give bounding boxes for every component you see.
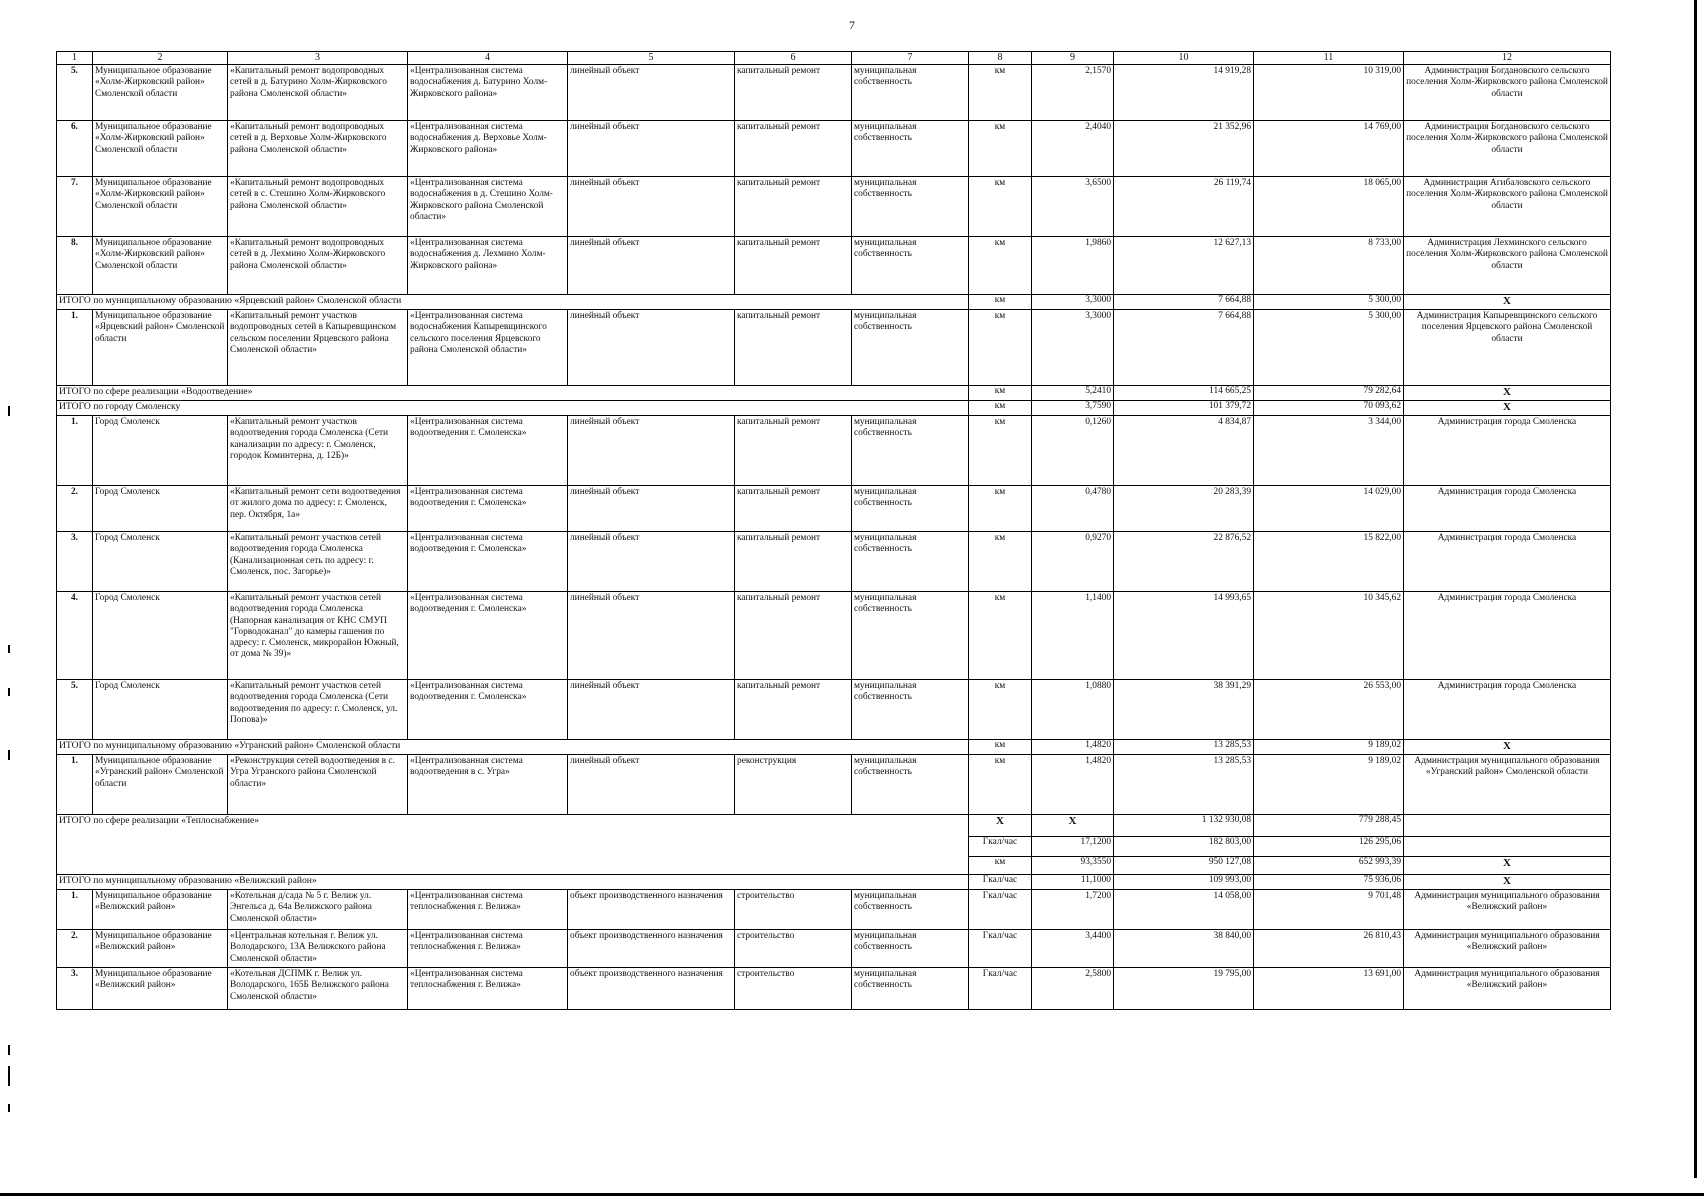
cell-capacity: 3,4400	[1032, 930, 1114, 968]
cell-funding: 9 189,02	[1254, 755, 1404, 815]
cell-object-type: линейный объект	[568, 121, 735, 177]
table-row	[57, 680, 1611, 740]
cell-object-name: «Капитальный ремонт водопроводных сетей в с. Стешино Холм-Жирковского района Смоленской области»	[228, 177, 408, 237]
header-cell: 11	[1254, 52, 1404, 65]
cell-funding: 15 822,00	[1254, 532, 1404, 592]
cell-ownership: муниципальная собственность	[852, 532, 969, 592]
cell-capacity: 1,0880	[1032, 680, 1114, 740]
total-funding: 5 300,00	[1254, 295, 1404, 310]
cell-responsible-body: Администрация муниципального образования «Велижский район»	[1404, 930, 1611, 968]
cell-capacity: 2,1570	[1032, 65, 1114, 121]
total-label: ИТОГО по сфере реализации «Водоотведение»	[57, 386, 969, 401]
cell-work-type: капитальный ремонт	[735, 177, 852, 237]
cell-capacity: 3,3000	[1032, 310, 1114, 386]
cell-responsible-body: Администрация города Смоленска	[1404, 680, 1611, 740]
cell-capacity: 0,1260	[1032, 416, 1114, 486]
cell-object-name: «Капитальный ремонт участков сетей водоотведения города Смоленска (Канализационная сеть по адресу: г. Смоленск, пос. Загорье)»	[228, 532, 408, 592]
cell-ownership: муниципальная собственность	[852, 121, 969, 177]
total-funding: 70 093,62	[1254, 401, 1404, 416]
cell-ownership: муниципальная собственность	[852, 177, 969, 237]
cell-object-name: «Центральная котельная г. Велиж ул. Володарского, 13А Велижского района Смоленской области»	[228, 930, 408, 968]
total-cost: 101 379,72	[1114, 401, 1254, 416]
cell-work-type: строительство	[735, 968, 852, 1010]
header-cell: 8	[969, 52, 1032, 65]
cell-row-number: 5.	[57, 65, 93, 121]
cell-unit: км	[969, 237, 1032, 295]
margin-tick-mark	[8, 750, 10, 760]
investment-program-table	[56, 51, 1611, 1010]
total-unit: км	[969, 857, 1032, 875]
table-row	[57, 592, 1611, 680]
cell-responsible-body: Администрация муниципального образования «Велижский район»	[1404, 890, 1611, 930]
table-row	[57, 968, 1611, 1010]
cell-system-name: «Централизованная система водоотведения г. Смоленска»	[408, 486, 568, 532]
margin-tick-mark	[8, 1066, 10, 1086]
total-row	[57, 386, 1611, 401]
cell-object-name: «Капитальный ремонт водопроводных сетей в д. Батурино Холм-Жирковского района Смоленской области»	[228, 65, 408, 121]
cell-row-number: 2.	[57, 930, 93, 968]
cell-system-name: «Централизованная система водоотведения г. Смоленска»	[408, 416, 568, 486]
cell-object-type: объект производственного назначения	[568, 930, 735, 968]
cell-system-name: «Централизованная система водоснабжения д. Лехмино Холм-Жирковского района»	[408, 237, 568, 295]
total-cost: 114 665,25	[1114, 386, 1254, 401]
cell-capacity: 1,1400	[1032, 592, 1114, 680]
cell-funding: 9 701,48	[1254, 890, 1404, 930]
cell-capacity: 3,6500	[1032, 177, 1114, 237]
total-row	[57, 740, 1611, 755]
cell-unit: км	[969, 532, 1032, 592]
cell-row-number: 1.	[57, 416, 93, 486]
cell-capacity: 1,4820	[1032, 755, 1114, 815]
cell-row-number: 2.	[57, 486, 93, 532]
cell-funding: 14 029,00	[1254, 486, 1404, 532]
total-cost: 7 664,88	[1114, 295, 1254, 310]
header-cell: 2	[93, 52, 228, 65]
cell-ownership: муниципальная собственность	[852, 310, 969, 386]
cell-object-name: «Капитальный ремонт водопроводных сетей в д. Верховье Холм-Жирковского района Смоленской области»	[228, 121, 408, 177]
cell-object-type: линейный объект	[568, 592, 735, 680]
cell-object-type: объект производственного назначения	[568, 968, 735, 1010]
scan-edge-right	[1694, 0, 1697, 1178]
cell-object-type: линейный объект	[568, 310, 735, 386]
cell-object-type: объект производственного назначения	[568, 890, 735, 930]
cell-municipality: Город Смоленск	[93, 416, 228, 486]
total-funding: 652 993,39	[1254, 857, 1404, 875]
header-cell: 12	[1404, 52, 1611, 65]
cell-unit: Гкал/час	[969, 968, 1032, 1010]
cell-object-type: линейный объект	[568, 65, 735, 121]
page-number: 7	[849, 18, 855, 32]
cell-municipality: Муниципальное образование «Велижский район»	[93, 930, 228, 968]
cell-funding: 13 691,00	[1254, 968, 1404, 1010]
cell-capacity: 1,7200	[1032, 890, 1114, 930]
cell-system-name: «Централизованная система водоотведения в с. Угра»	[408, 755, 568, 815]
cell-responsible-body: Администрация Агибаловского сельского поселения Холм-Жирковского района Смоленской области	[1404, 177, 1611, 237]
cell-work-type: капитальный ремонт	[735, 592, 852, 680]
total-unit: км	[969, 401, 1032, 416]
cell-unit: км	[969, 65, 1032, 121]
total-responsible: X	[1404, 857, 1611, 875]
total-funding: 126 295,06	[1254, 837, 1404, 857]
cell-work-type: строительство	[735, 890, 852, 930]
cell-unit: км	[969, 177, 1032, 237]
cell-responsible-body: Администрация Лехминского сельского поселения Холм-Жирковского района Смоленской области	[1404, 237, 1611, 295]
total-row	[57, 295, 1611, 310]
table-row	[57, 890, 1611, 930]
margin-tick-mark	[8, 1104, 10, 1112]
header-cell: 10	[1114, 52, 1254, 65]
cell-total-cost: 19 795,00	[1114, 968, 1254, 1010]
total-capacity: 3,3000	[1032, 295, 1114, 310]
investment-program-table-container	[56, 51, 1610, 1010]
total-cost: 950 127,08	[1114, 857, 1254, 875]
cell-unit: км	[969, 755, 1032, 815]
cell-responsible-body: Администрация города Смоленска	[1404, 532, 1611, 592]
cell-work-type: строительство	[735, 930, 852, 968]
cell-municipality: Муниципальное образование «Велижский район»	[93, 890, 228, 930]
cell-funding: 26 553,00	[1254, 680, 1404, 740]
total-label: ИТОГО по сфере реализации «Теплоснабжение»	[57, 815, 969, 875]
cell-ownership: муниципальная собственность	[852, 680, 969, 740]
cell-row-number: 8.	[57, 237, 93, 295]
cell-unit: км	[969, 121, 1032, 177]
cell-ownership: муниципальная собственность	[852, 930, 969, 968]
header-cell: 7	[852, 52, 969, 65]
cell-system-name: «Централизованная система водоснабжения д. Батурино Холм-Жирковского района»	[408, 65, 568, 121]
cell-responsible-body: Администрация Богдановского сельского поселения Холм-Жирковского района Смоленской области	[1404, 65, 1611, 121]
total-funding: 9 189,02	[1254, 740, 1404, 755]
total-unit: км	[969, 295, 1032, 310]
total-row	[57, 401, 1611, 416]
total-responsible: X	[1404, 740, 1611, 755]
cell-municipality: Город Смоленск	[93, 486, 228, 532]
cell-total-cost: 20 283,39	[1114, 486, 1254, 532]
cell-system-name: «Централизованная система водоснабжения Капыревщинского сельского поселения Ярцевского района Смоленской области»	[408, 310, 568, 386]
cell-unit: км	[969, 592, 1032, 680]
cell-object-type: линейный объект	[568, 177, 735, 237]
cell-ownership: муниципальная собственность	[852, 592, 969, 680]
cell-work-type: капитальный ремонт	[735, 237, 852, 295]
total-unit: Гкал/час	[969, 837, 1032, 857]
total-cost: 13 285,53	[1114, 740, 1254, 755]
cell-row-number: 4.	[57, 592, 93, 680]
cell-system-name: «Централизованная система водоотведения г. Смоленска»	[408, 592, 568, 680]
cell-ownership: муниципальная собственность	[852, 416, 969, 486]
cell-unit: Гкал/час	[969, 890, 1032, 930]
cell-total-cost: 4 834,87	[1114, 416, 1254, 486]
cell-municipality: Муниципальное образование «Холм-Жирковский район» Смоленской области	[93, 121, 228, 177]
total-cost: 1 132 930,08	[1114, 815, 1254, 837]
cell-work-type: капитальный ремонт	[735, 416, 852, 486]
cell-responsible-body: Администрация муниципального образования «Велижский район»	[1404, 968, 1611, 1010]
cell-object-type: линейный объект	[568, 486, 735, 532]
cell-capacity: 0,9270	[1032, 532, 1114, 592]
total-unit: км	[969, 386, 1032, 401]
cell-funding: 5 300,00	[1254, 310, 1404, 386]
total-funding: 79 282,64	[1254, 386, 1404, 401]
cell-object-type: линейный объект	[568, 237, 735, 295]
cell-municipality: Муниципальное образование «Ярцевский район» Смоленской области	[93, 310, 228, 386]
cell-total-cost: 22 876,52	[1114, 532, 1254, 592]
table-row	[57, 532, 1611, 592]
total-capacity: 93,3550	[1032, 857, 1114, 875]
header-cell: 4	[408, 52, 568, 65]
total-funding: 779 288,45	[1254, 815, 1404, 837]
cell-ownership: муниципальная собственность	[852, 237, 969, 295]
cell-unit: км	[969, 680, 1032, 740]
table-row	[57, 65, 1611, 121]
total-responsible: X	[1404, 386, 1611, 401]
table-row	[57, 310, 1611, 386]
cell-municipality: Муниципальное образование «Холм-Жирковский район» Смоленской области	[93, 177, 228, 237]
cell-responsible-body: Администрация Богдановского сельского поселения Холм-Жирковского района Смоленской области	[1404, 121, 1611, 177]
cell-object-name: «Капитальный ремонт участков водопроводных сетей в Капыревщинском сельском поселении Ярцевского района Смоленской области»	[228, 310, 408, 386]
cell-object-type: линейный объект	[568, 755, 735, 815]
margin-tick-mark	[8, 1045, 10, 1055]
cell-row-number: 3.	[57, 532, 93, 592]
total-capacity: 3,7590	[1032, 401, 1114, 416]
cell-ownership: муниципальная собственность	[852, 890, 969, 930]
cell-funding: 10 319,00	[1254, 65, 1404, 121]
total-label: ИТОГО по городу Смоленску	[57, 401, 969, 416]
cell-municipality: Город Смоленск	[93, 680, 228, 740]
cell-object-name: «Котельная ДСПМК г. Велиж ул. Володарского, 165Б Велижского района Смоленской области»	[228, 968, 408, 1010]
cell-object-name: «Капитальный ремонт участков сетей водоотведения города Смоленска (Напорная канализация от КНС СМУП "Горводоканал" до камеры гашения по адресу: г. Смоленск, микрорайон Южный, от дома № 39)»	[228, 592, 408, 680]
cell-ownership: муниципальная собственность	[852, 486, 969, 532]
header-cell: 1	[57, 52, 93, 65]
cell-total-cost: 38 840,00	[1114, 930, 1254, 968]
table-row	[57, 237, 1611, 295]
cell-object-type: линейный объект	[568, 532, 735, 592]
total-responsible: X	[1404, 401, 1611, 416]
cell-system-name: «Централизованная система водоснабжения д. Верховье Холм-Жирковского района»	[408, 121, 568, 177]
cell-work-type: капитальный ремонт	[735, 680, 852, 740]
cell-unit: км	[969, 486, 1032, 532]
cell-unit: Гкал/час	[969, 930, 1032, 968]
cell-object-name: «Капитальный ремонт сети водоотведения от жилого дома по адресу: г. Смоленск, пер. Октября, 1а»	[228, 486, 408, 532]
cell-object-type: линейный объект	[568, 680, 735, 740]
cell-municipality: Муниципальное образование «Холм-Жирковский район» Смоленской области	[93, 237, 228, 295]
total-capacity: 1,4820	[1032, 740, 1114, 755]
cell-object-name: «Капитальный ремонт участков сетей водоотведения города Смоленска (Сети водоотведения по адресу: г. Смоленск, ул. Попова)»	[228, 680, 408, 740]
total-capacity: 17,1200	[1032, 837, 1114, 857]
cell-capacity: 2,5800	[1032, 968, 1114, 1010]
cell-capacity: 1,9860	[1032, 237, 1114, 295]
total-capacity: 11,1000	[1032, 875, 1114, 890]
cell-funding: 26 810,43	[1254, 930, 1404, 968]
table-row	[57, 121, 1611, 177]
cell-total-cost: 26 119,74	[1114, 177, 1254, 237]
cell-responsible-body: Администрация города Смоленска	[1404, 486, 1611, 532]
cell-total-cost: 38 391,29	[1114, 680, 1254, 740]
cell-ownership: муниципальная собственность	[852, 755, 969, 815]
scan-edge-bottom	[0, 1193, 1704, 1196]
table-row	[57, 755, 1611, 815]
header-cell: 3	[228, 52, 408, 65]
total-responsible	[1404, 815, 1611, 837]
table-row	[57, 486, 1611, 532]
cell-municipality: Муниципальное образование «Холм-Жирковский район» Смоленской области	[93, 65, 228, 121]
cell-row-number: 3.	[57, 968, 93, 1010]
cell-total-cost: 13 285,53	[1114, 755, 1254, 815]
cell-unit: км	[969, 416, 1032, 486]
header-cell: 9	[1032, 52, 1114, 65]
cell-work-type: капитальный ремонт	[735, 121, 852, 177]
header-cell: 5	[568, 52, 735, 65]
cell-responsible-body: Администрация города Смоленска	[1404, 416, 1611, 486]
cell-object-type: линейный объект	[568, 416, 735, 486]
cell-object-name: «Капитальный ремонт участков водоотведения города Смоленска (Сети канализации по адресу: г. Смоленск, городок Коминтерна, д. 12Б)»	[228, 416, 408, 486]
cell-municipality: Муниципальное образование «Велижский район»	[93, 968, 228, 1010]
table-row	[57, 177, 1611, 237]
total-unit: Гкал/час	[969, 875, 1032, 890]
cell-ownership: муниципальная собственность	[852, 968, 969, 1010]
cell-work-type: капитальный ремонт	[735, 310, 852, 386]
cell-system-name: «Централизованная система водоотведения г. Смоленска»	[408, 532, 568, 592]
cell-work-type: капитальный ремонт	[735, 532, 852, 592]
total-label: ИТОГО по муниципальному образованию «Велижский район»	[57, 875, 969, 890]
cell-responsible-body: Администрация муниципального образования «Угранский район» Смоленской области	[1404, 755, 1611, 815]
cell-capacity: 0,4780	[1032, 486, 1114, 532]
total-capacity: 5,2410	[1032, 386, 1114, 401]
cell-unit: км	[969, 310, 1032, 386]
cell-system-name: «Централизованная система водоснабжения в д. Стешино Холм-Жирковского района Смоленской области»	[408, 177, 568, 237]
cell-row-number: 1.	[57, 755, 93, 815]
cell-total-cost: 14 919,28	[1114, 65, 1254, 121]
cell-system-name: «Централизованная система водоотведения г. Смоленска»	[408, 680, 568, 740]
cell-work-type: капитальный ремонт	[735, 65, 852, 121]
cell-total-cost: 12 627,13	[1114, 237, 1254, 295]
cell-system-name: «Централизованная система теплоснабжения г. Велижа»	[408, 930, 568, 968]
total-row	[57, 875, 1611, 890]
total-unit: X	[969, 815, 1032, 837]
cell-funding: 8 733,00	[1254, 237, 1404, 295]
cell-responsible-body: Администрация города Смоленска	[1404, 592, 1611, 680]
cell-work-type: капитальный ремонт	[735, 486, 852, 532]
cell-total-cost: 21 352,96	[1114, 121, 1254, 177]
total-responsible: X	[1404, 875, 1611, 890]
margin-tick-mark	[8, 688, 10, 696]
total-responsible	[1404, 837, 1611, 857]
cell-funding: 14 769,00	[1254, 121, 1404, 177]
cell-municipality: Город Смоленск	[93, 532, 228, 592]
total-label: ИТОГО по муниципальному образованию «Угранский район» Смоленской области	[57, 740, 969, 755]
cell-funding: 10 345,62	[1254, 592, 1404, 680]
cell-municipality: Город Смоленск	[93, 592, 228, 680]
cell-row-number: 7.	[57, 177, 93, 237]
total-unit: км	[969, 740, 1032, 755]
header-cell: 6	[735, 52, 852, 65]
cell-municipality: Муниципальное образование «Угранский район» Смоленской области	[93, 755, 228, 815]
heat-total-row	[57, 815, 1611, 837]
total-funding: 75 936,06	[1254, 875, 1404, 890]
margin-tick-mark	[8, 406, 10, 416]
cell-capacity: 2,4040	[1032, 121, 1114, 177]
cell-row-number: 1.	[57, 890, 93, 930]
cell-total-cost: 14 058,00	[1114, 890, 1254, 930]
cell-object-name: «Капитальный ремонт водопроводных сетей в д. Лехмино Холм-Жирковского района Смоленской области»	[228, 237, 408, 295]
cell-work-type: реконструкция	[735, 755, 852, 815]
total-cost: 109 993,00	[1114, 875, 1254, 890]
total-capacity: X	[1032, 815, 1114, 837]
cell-row-number: 5.	[57, 680, 93, 740]
cell-total-cost: 14 993,65	[1114, 592, 1254, 680]
cell-row-number: 6.	[57, 121, 93, 177]
table-body	[57, 52, 1611, 1010]
cell-object-name: «Котельная д/сада № 5 г. Велиж ул. Энгельса д. 64а Велижского района Смоленской области»	[228, 890, 408, 930]
cell-ownership: муниципальная собственность	[852, 65, 969, 121]
cell-row-number: 1.	[57, 310, 93, 386]
cell-responsible-body: Администрация Капыревщинского сельского поселения Ярцевского района Смоленской области	[1404, 310, 1611, 386]
total-responsible: X	[1404, 295, 1611, 310]
total-label: ИТОГО по муниципальному образованию «Ярцевский район» Смоленской области	[57, 295, 969, 310]
total-cost: 182 803,00	[1114, 837, 1254, 857]
cell-funding: 3 344,00	[1254, 416, 1404, 486]
table-row	[57, 930, 1611, 968]
cell-system-name: «Централизованная система теплоснабжения г. Велижа»	[408, 890, 568, 930]
cell-funding: 18 065,00	[1254, 177, 1404, 237]
cell-object-name: «Реконструкция сетей водоотведения в с. Угра Угранского района Смоленской области»	[228, 755, 408, 815]
margin-tick-mark	[8, 645, 10, 653]
cell-total-cost: 7 664,88	[1114, 310, 1254, 386]
column-number-header	[57, 52, 1611, 65]
table-row	[57, 416, 1611, 486]
cell-system-name: «Централизованная система теплоснабжения г. Велижа»	[408, 968, 568, 1010]
